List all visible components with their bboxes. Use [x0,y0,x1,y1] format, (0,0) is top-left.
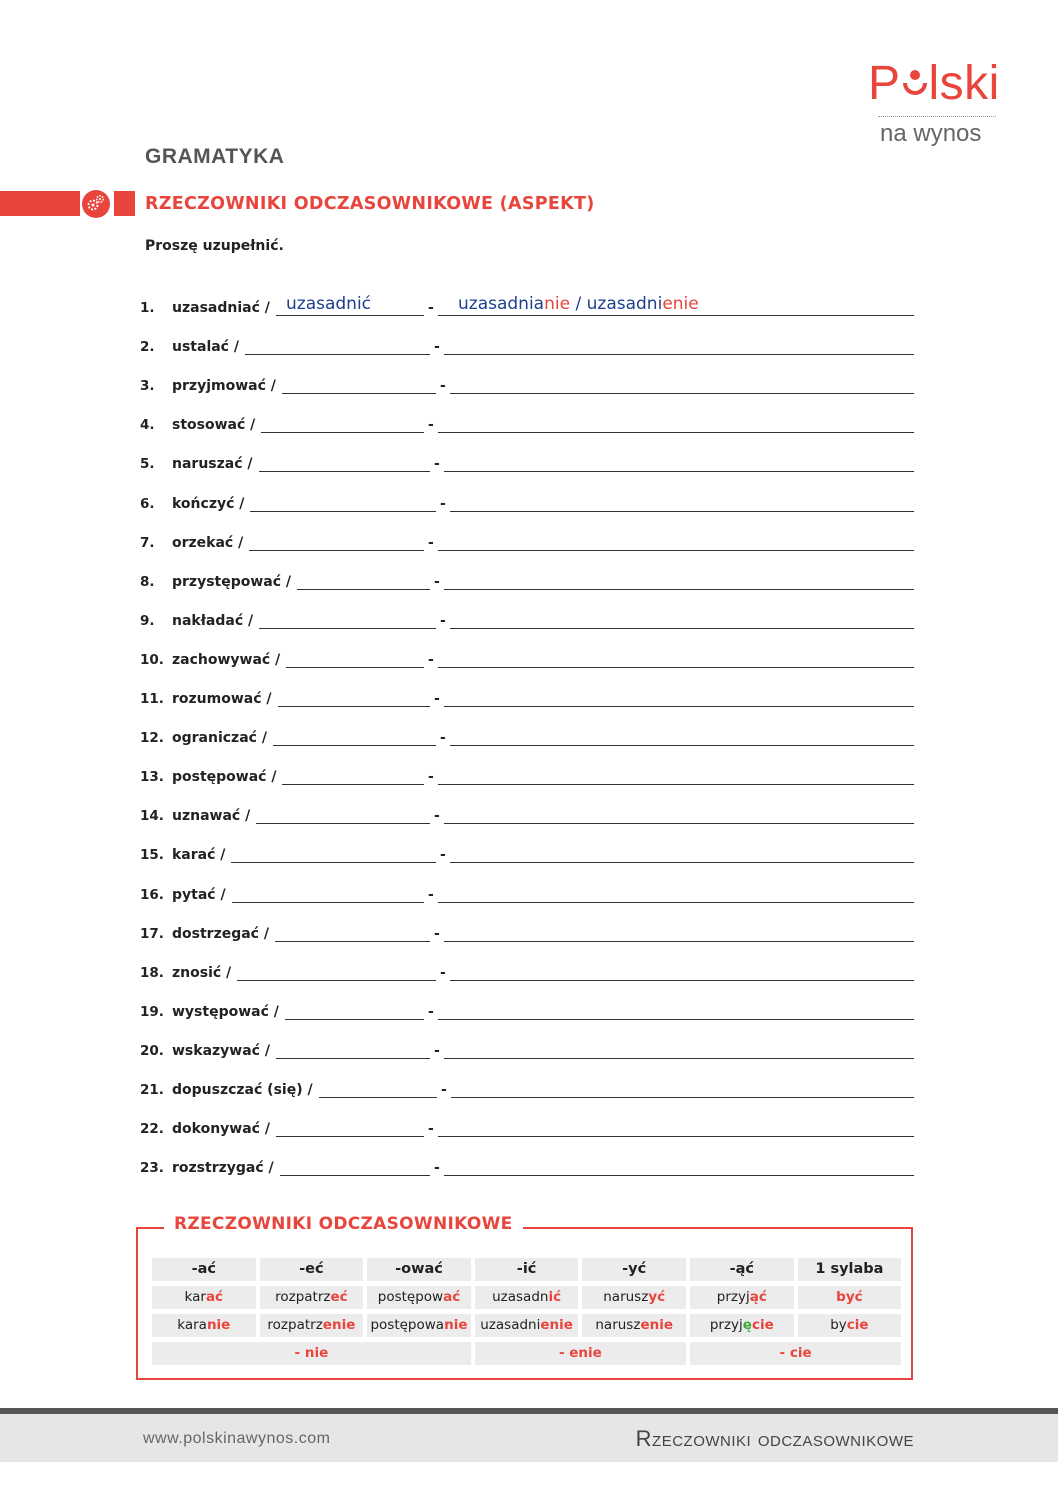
cell-fragment: przyj [716,1289,750,1305]
logo-letter-p: P [868,57,901,110]
verb-example-cell [690,1286,794,1309]
dash-separator: - [434,573,440,590]
exercise-verb: orzekać / [172,534,244,551]
cell-fragment: eć [330,1289,348,1305]
verbal-noun-blank[interactable] [438,784,914,785]
perfective-verb-blank[interactable] [273,745,436,746]
verbal-noun-blank[interactable] [444,1175,914,1176]
cell-fragment: przyj [709,1317,743,1333]
verbal-noun-blank[interactable] [450,628,914,629]
dash-separator: - [440,964,446,981]
exercise-verb: stosować / [172,417,256,434]
cell-fragment: enie [640,1317,673,1333]
dash-separator: - [428,300,434,316]
verb-example-cell [798,1286,902,1309]
cell-fragment: cie [751,1317,774,1333]
perfective-verb-blank[interactable] [245,354,430,355]
verbal-noun-blank[interactable] [444,471,914,472]
exercise-verb: przystępować / [172,573,292,590]
verbal-noun-blank[interactable] [444,1058,914,1059]
verbal-noun-blank[interactable] [438,432,914,433]
exercise-verb: pytać / [172,886,226,903]
dash-separator: - [434,339,440,356]
exercise-row [140,1111,920,1137]
cell-fragment: uzasadni [480,1317,541,1333]
exercise-number: 14. [140,808,164,825]
dash-separator: - [440,612,446,629]
logo-letters-lski: lski [928,57,1000,110]
exercise-number: 19. [140,1003,164,1020]
cell-fragment: ąć [749,1289,767,1305]
logo-wordmark [868,58,1000,110]
verbal-noun-blank[interactable] [444,589,914,590]
suffix-summary-cell: - cie [690,1342,901,1365]
perfective-verb-blank[interactable] [297,589,430,590]
perfective-verb-blank[interactable] [319,1097,437,1098]
exercise-number: 20. [140,1042,164,1059]
table-header-cell: -eć [260,1258,364,1281]
polski-na-wynos-logo [868,58,1008,148]
exercise-number: 9. [140,612,155,629]
dash-separator: - [428,1003,434,1020]
logo-smile-icon [901,69,929,99]
perfective-verb-blank[interactable] [275,941,430,942]
dash-separator: - [428,769,434,786]
exercise-row [140,1033,920,1059]
perfective-verb-blank[interactable] [280,1175,430,1176]
footer-title: Rzeczowniki odczasownikowe [635,1426,914,1451]
perfective-verb-blank[interactable] [276,315,424,316]
exercise-number: 1. [140,300,155,316]
exercise-verb: występować / [172,1003,279,1020]
cell-fragment: narusz [603,1289,649,1305]
dash-separator: - [434,456,440,473]
example-answer-perfective: uzasadnić [286,294,372,314]
banner-accent-bar [0,191,80,216]
verbal-noun-blank[interactable] [450,393,914,394]
exercise-number: 8. [140,573,155,590]
verbal-noun-blank[interactable] [450,511,914,512]
perfective-verb-blank[interactable] [278,706,430,707]
cell-fragment: enie [322,1317,356,1333]
exercise-row [140,486,920,512]
verb-example-cell [260,1286,364,1309]
verbal-noun-blank[interactable] [444,706,914,707]
exercise-number: 5. [140,456,155,473]
dash-separator: - [434,1160,440,1177]
cell-fragment: enie [540,1317,573,1333]
cell-fragment: rozpatrz [275,1289,331,1305]
perfective-verb-blank[interactable] [261,432,424,433]
exercise-row [140,1150,920,1176]
dash-separator: - [434,691,440,707]
perfective-verb-blank[interactable] [250,511,436,512]
noun-example-cell [690,1314,794,1337]
exercise-row [140,446,920,472]
exercise-number: 12. [140,730,164,747]
exercise-row [140,720,920,746]
verbal-noun-blank[interactable] [438,1019,914,1020]
verb-example-cell [367,1286,471,1309]
dash-separator: - [428,534,434,551]
table-header-cell: -ić [475,1258,579,1281]
dash-separator: - [440,847,446,864]
exercise-row [140,1072,920,1098]
exercise-verb: uzasadniać / [172,300,270,316]
exercise-row [140,290,920,316]
verbal-noun-blank[interactable] [438,315,914,316]
cell-fragment: narusz [595,1317,641,1333]
answer-fragment: enie [662,294,699,314]
answer-fragment: uzasadni [586,294,663,314]
perfective-verb-blank[interactable] [276,1136,424,1137]
dash-separator: - [440,495,446,512]
table-header-cell: -yć [582,1258,686,1281]
exercise-number: 16. [140,886,164,903]
dash-separator: - [428,1121,434,1138]
table-header-cell: -ować [367,1258,471,1281]
exercise-number: 3. [140,378,155,395]
exercise-row [140,329,920,355]
exercise-verb: naruszać / [172,456,253,473]
perfective-verb-blank[interactable] [276,1058,430,1059]
perfective-verb-blank[interactable] [232,902,424,903]
footer-url: www.polskinawynos.com [143,1430,331,1447]
exercise-number: 18. [140,964,164,981]
dash-separator: - [428,886,434,903]
table-header-cell: 1 sylaba [798,1258,902,1281]
noun-example-cell [582,1314,686,1337]
table-header-cell: -ać [152,1258,256,1281]
exercise-verb: kończyć / [172,495,245,512]
exercise-number: 13. [140,769,164,786]
answer-fragment: / [575,294,582,314]
noun-example-cell [475,1314,579,1337]
exercise-verb: przyjmować / [172,378,276,395]
cell-fragment: by [830,1317,847,1333]
page-title: RZECZOWNIKI ODCZASOWNIKOWE (ASPEKT) [145,194,595,214]
cell-fragment: kar [184,1289,206,1305]
verbal-noun-blank[interactable] [444,941,914,942]
verbal-noun-blank[interactable] [438,667,914,668]
perfective-verb-blank[interactable] [285,1019,424,1020]
suffix-summary-cell: - nie [152,1342,471,1365]
perfective-verb-blank[interactable] [259,628,436,629]
exercise-verb: postępować / [172,769,277,786]
instruction-text: Proszę uzupełnić. [145,238,284,254]
verbal-noun-blank[interactable] [438,550,914,551]
exercise-verb: dostrzegać / [172,925,269,942]
dash-separator: - [441,1082,447,1098]
verbal-noun-blank[interactable] [438,902,914,903]
exercise-row [140,642,920,668]
logo-o-glyph [901,58,929,88]
exercise-number: 4. [140,417,155,434]
exercise-number: 15. [140,847,164,864]
cell-fragment: rozpatrz [267,1317,323,1333]
exercise-number: 22. [140,1121,164,1138]
exercise-number: 10. [140,651,164,668]
verbal-noun-blank[interactable] [450,745,914,746]
exercise-number: 23. [140,1160,164,1177]
section-label: GRAMATYKA [145,145,285,168]
dash-separator: - [434,1042,440,1059]
exercise-number: 11. [140,691,164,707]
cell-fragment: postępowa [370,1317,445,1333]
exercise-number: 6. [140,495,155,512]
logo-divider [878,116,996,118]
verb-example-cell [152,1286,256,1309]
perfective-verb-blank[interactable] [256,823,430,824]
cell-fragment: ać [443,1289,461,1305]
exercise-verb: rozumować / [172,691,272,707]
cell-fragment: ę [742,1317,752,1333]
cell-fragment: być [836,1289,863,1305]
exercise-row [140,877,920,903]
dash-separator: - [428,417,434,434]
dash-separator: - [440,730,446,747]
exercise-verb: zachowywać / [172,651,281,668]
perfective-verb-blank[interactable] [286,667,424,668]
verbal-noun-blank[interactable] [438,1136,914,1137]
exercise-verb: dopuszczać (się) / [172,1082,313,1098]
summary-box-title: RZECZOWNIKI ODCZASOWNIKOWE [164,1214,523,1234]
exercise-row [140,681,920,707]
exercise-verb: znosić / [172,964,232,981]
logo-subtitle: na wynos [880,120,982,147]
cell-fragment: ić [548,1289,562,1305]
noun-example-cell [260,1314,364,1337]
table-header-cell: -ąć [690,1258,794,1281]
verbal-noun-blank[interactable] [444,354,914,355]
perfective-verb-blank[interactable] [249,550,424,551]
exercise-verb: ograniczać / [172,730,267,747]
dash-separator: - [440,378,446,395]
perfective-verb-blank[interactable] [237,980,436,981]
perfective-verb-blank[interactable] [259,471,430,472]
exercise-verb: uznawać / [172,808,251,825]
verbal-noun-blank[interactable] [450,980,914,981]
cell-fragment: cie [846,1317,869,1333]
exercise-row [140,955,920,981]
exercise-number: 2. [140,339,155,356]
verb-example-cell [582,1286,686,1309]
exercise-row [140,368,920,394]
exercise-number: 21. [140,1082,164,1098]
cell-fragment: kara [177,1317,207,1333]
verbal-noun-blank[interactable] [450,862,914,863]
exercise-row [140,994,920,1020]
exercise-number: 7. [140,534,155,551]
verbal-noun-blank[interactable] [444,823,914,824]
exercise-row [140,916,920,942]
exercise-row [140,407,920,433]
perfective-verb-blank[interactable] [282,393,436,394]
dash-separator: - [434,925,440,942]
suffix-summary-cell: - enie [475,1342,686,1365]
noun-example-cell [152,1314,256,1337]
verbal-noun-blank[interactable] [451,1097,914,1098]
verb-example-cell [475,1286,579,1309]
exercise-row [140,525,920,551]
cell-fragment: yć [648,1289,666,1305]
exercise-row [140,798,920,824]
dash-separator: - [434,808,440,825]
noun-example-cell [367,1314,471,1337]
exercise-row [140,564,920,590]
exercise-verb: nakładać / [172,612,254,629]
exercise-row [140,759,920,785]
exercise-row [140,837,920,863]
cell-fragment: nie [206,1317,231,1333]
answer-fragment: uzasadnia [458,294,545,314]
cell-fragment: nie [444,1317,468,1333]
example-answer-nouns [458,294,699,314]
dash-separator: - [428,651,434,668]
exercise-row [140,603,920,629]
gears-icon [82,190,110,218]
exercise-verb: ustalać / [172,339,239,356]
perfective-verb-blank[interactable] [282,784,424,785]
exercise-verb: dokonywać / [172,1121,270,1138]
banner-accent-bar-small [114,191,135,216]
noun-example-cell [798,1314,902,1337]
exercise-number: 17. [140,925,164,942]
exercise-verb: rozstrzygać / [172,1160,274,1177]
cell-fragment: ać [205,1289,224,1305]
cell-fragment: postępow [377,1289,444,1305]
answer-fragment: nie [544,294,571,314]
exercise-verb: karać / [172,847,226,864]
cell-fragment: uzasadn [492,1289,549,1305]
exercise-verb: wskazywać / [172,1042,270,1059]
perfective-verb-blank[interactable] [231,862,436,863]
